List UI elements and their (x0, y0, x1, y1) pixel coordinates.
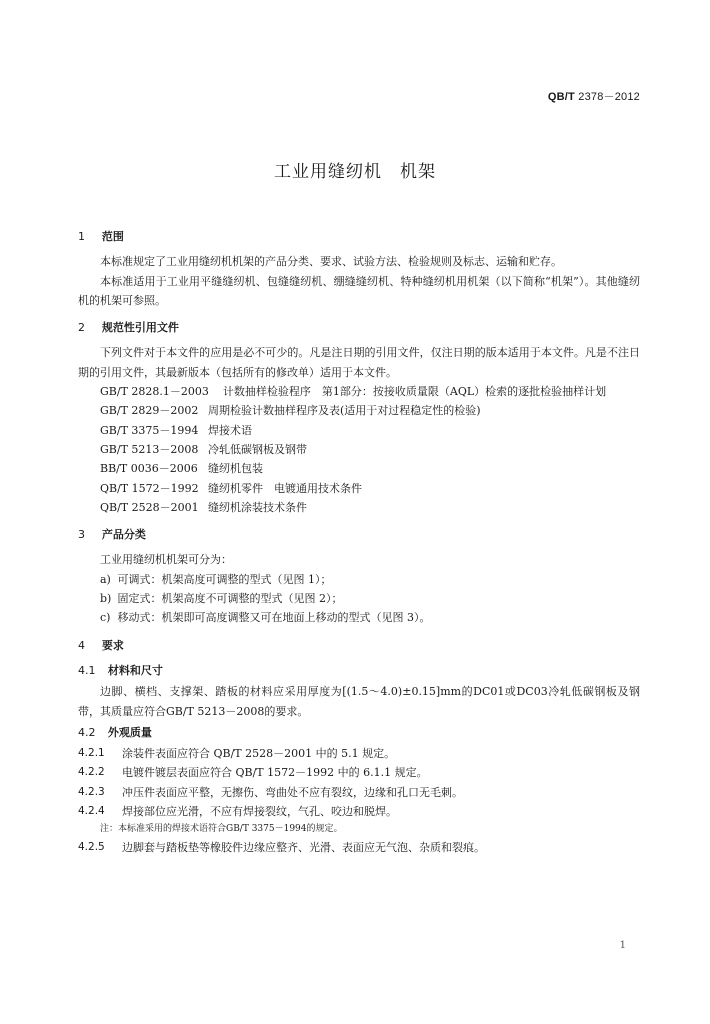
list-item (78, 589, 640, 608)
subsection-title: 外观质量 (107, 725, 152, 739)
reference-code: GB/T 2828.1－2003 (100, 385, 209, 399)
section-title: 规范性引用文件 (101, 321, 179, 335)
document-title: 工业用缝纫机 机架 (274, 162, 436, 182)
subsection-title: 材料和尺寸 (107, 663, 163, 677)
list-item-text: 固定式：机架高度不可调整的型式（见图 2）； (117, 592, 343, 606)
reference-code: GB/T 3375－1994 (100, 423, 199, 437)
reference-item (78, 498, 640, 517)
standard-code-number: 2378－2012 (578, 91, 640, 103)
section-title: 范围 (101, 230, 124, 243)
section-heading-requirements (78, 636, 640, 655)
note: 注：本标准采用的焊接术语符合GB/T 3375－1994的规定。 (100, 824, 343, 835)
clause-number: 4.2.3 (78, 785, 105, 798)
section-number: 2 (78, 321, 85, 335)
clause (78, 763, 640, 782)
reference-item (78, 401, 640, 420)
paragraph: 工业用缝纫机机架可分为： (100, 553, 232, 567)
paragraph: 下列文件对于本文件的应用是必不可少的。凡是注日期的引用文件，仅注日期的版本适用于本文件。凡是不注日期的引用文件，其最新版本（包括所有的修改单）适用于本文件。 (78, 346, 640, 379)
subsection-heading-appearance (78, 723, 640, 742)
clause-text: 冲压件表面应平整，无擦伤、弯曲处不应有裂纹，边缘和孔口无毛刺。 (122, 785, 463, 799)
clause-text: 涂装件表面应符合 QB/T 2528－2001 中的 5.1 规定。 (122, 747, 396, 761)
reference-title: 冷轧低碳钢板及钢带 (208, 442, 307, 456)
page-number: 1 (619, 940, 626, 951)
list-item-label: b) (100, 592, 112, 606)
subsection-heading-materials (78, 661, 640, 680)
reference-code: QB/T 2528－2001 (100, 500, 199, 514)
reference-item (78, 440, 640, 459)
paragraph: 本标准规定了工业用缝纫机机架的产品分类、要求、试验方法、检验规则及标志、运输和贮存。 (100, 255, 562, 269)
reference-title: 周期检验计数抽样程序及表(适用于对过程稳定性的检验) (208, 404, 481, 418)
reference-title: 焊接术语 (208, 423, 252, 437)
reference-item (78, 382, 640, 401)
section-heading-normative-references (78, 318, 640, 337)
clause-text: 边脚套与踏板垫等橡胶件边缘应整齐、光滑、表面应无气泡、杂质和裂痕。 (122, 841, 485, 855)
clause-text: 焊接部位应光滑，不应有焊接裂纹，气孔、咬边和脱焊。 (122, 805, 397, 819)
list-item-text: 移动式：机架即可高度调整又可在地面上移动的型式（见图 3）。 (117, 611, 431, 625)
clause (78, 838, 640, 857)
clause (78, 744, 640, 763)
subsection-number: 4.2 (78, 725, 96, 739)
section-title: 要求 (101, 638, 124, 652)
reference-item (78, 479, 640, 498)
clause-number: 4.2.1 (78, 747, 105, 760)
clause-number: 4.2.2 (78, 766, 105, 779)
clause (78, 783, 640, 802)
clause-number: 4.2.4 (78, 805, 105, 818)
section-number: 1 (78, 230, 85, 243)
clause-number: 4.2.5 (78, 841, 105, 854)
reference-item (78, 421, 640, 440)
list-item-label: a) (100, 572, 111, 586)
paragraph: 本标准适用于工业用平缝缝纫机、包缝缝纫机、绷缝缝纫机、特种缝纫机用机架（以下简称“机架”）。其他缝纫机的机架可参照。 (78, 274, 640, 307)
list-item-label: c) (100, 611, 111, 625)
reference-code: GB/T 2829－2002 (100, 404, 199, 418)
standard-code (548, 88, 640, 104)
subsection-number: 4.1 (78, 663, 96, 677)
paragraph: 边脚、横档、支撑架、踏板的材料应采用厚度为[(1.5～4.0)±0.15]mm的DC01或DC03冷轧低碳钢板及钢带，其质量应符合GB/T 5213－2008的要求。 (78, 685, 640, 718)
document-body (78, 227, 640, 858)
section-number: 3 (78, 528, 85, 542)
section-heading-classification (78, 525, 640, 544)
clause (78, 802, 640, 821)
section-title: 产品分类 (101, 528, 146, 542)
section-number: 4 (78, 638, 85, 652)
reference-title: 计数抽样检验程序 第1部分：按接收质量限（AQL）检索的逐批检验抽样计划 (222, 385, 607, 399)
reference-title: 缝纫机涂装技术条件 (208, 500, 307, 514)
list-item (78, 570, 640, 589)
reference-code: QB/T 1572－1992 (100, 481, 199, 495)
clause-text: 电镀件镀层表面应符合 QB/T 1572－1992 中的 6.1.1 规定。 (122, 766, 428, 780)
section-heading-scope (78, 227, 640, 246)
standard-code-prefix: QB/T (547, 91, 575, 103)
reference-item (78, 459, 640, 478)
list-item (78, 608, 640, 627)
reference-code: GB/T 5213－2008 (100, 442, 199, 456)
reference-title: 缝纫机零件 电镀通用技术条件 (208, 481, 362, 495)
list-item-text: 可调式：机架高度可调整的型式（见图 1）； (117, 572, 332, 586)
reference-title: 缝纫机包装 (208, 462, 263, 476)
reference-code: BB/T 0036－2006 (100, 462, 198, 476)
